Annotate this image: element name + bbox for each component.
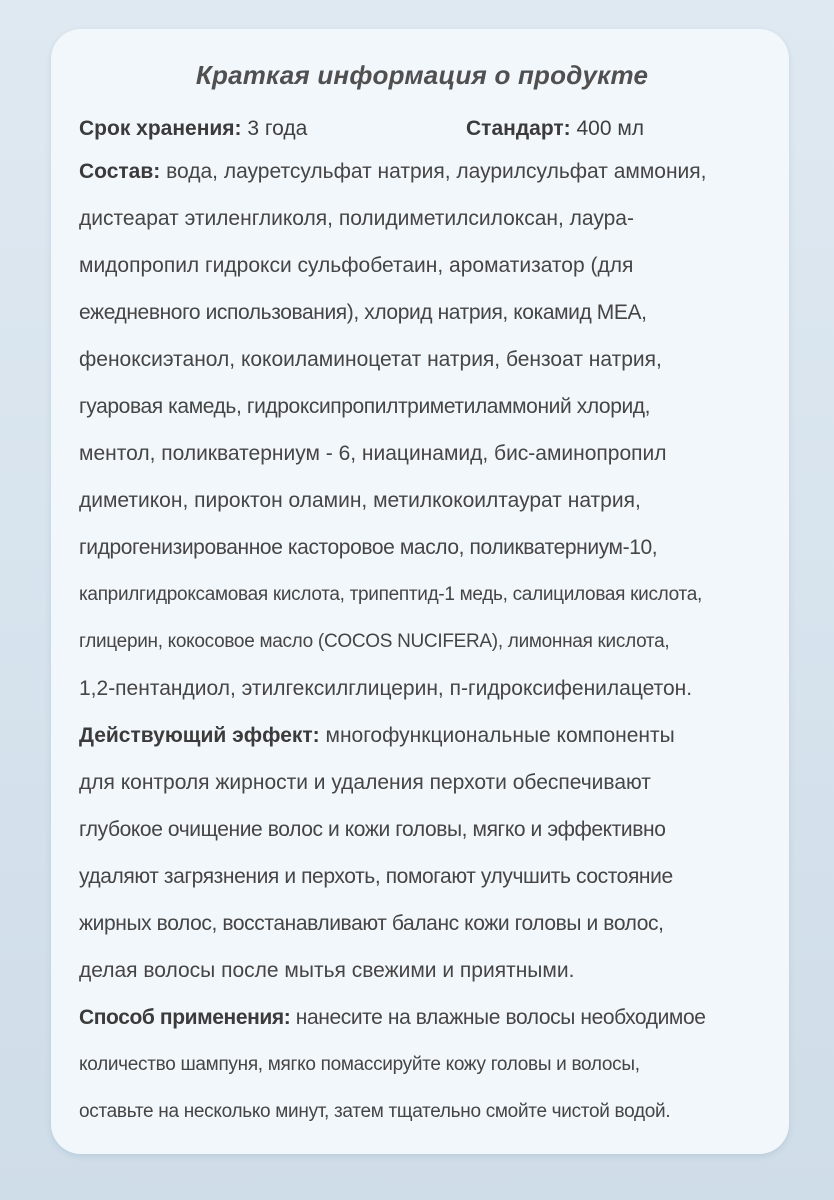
usage-line: оставьте на несколько минут, затем тщательно смойте чистой водой. bbox=[79, 1101, 671, 1122]
usage-label: Способ применения: bbox=[79, 1006, 291, 1029]
effect-line: жирных волос, восстанавливают баланс кожи головы и волос, bbox=[79, 912, 664, 935]
composition-line: мидопропил гидрокси сульфобетаин, ароматизатор (для bbox=[79, 254, 634, 277]
shelf-life-label: Срок хранения: bbox=[79, 117, 242, 140]
composition-line: ментол, поликватерниум - 6, ниацинамид, бис-аминопропил bbox=[79, 442, 667, 465]
composition-line: каприлгидроксамовая кислота, трипептид-1 медь, салициловая кислота, bbox=[79, 584, 702, 605]
composition-line: диметикон, пироктон оламин, метилкокоилтаурат натрия, bbox=[79, 489, 641, 512]
product-info-card bbox=[51, 29, 789, 1154]
composition-line: гидрогенизированное касторовое масло, поликватерниум-10, bbox=[79, 536, 658, 559]
shelf-life-value: 3 года bbox=[241, 117, 308, 140]
composition-label: Состав: bbox=[79, 160, 161, 183]
effect-label: Действующий эффект: bbox=[79, 724, 320, 747]
composition-line: глицерин, кокосовое масло (COCOS NUCIFERA), лимонная кислота, bbox=[79, 631, 670, 652]
effect-line: глубокое очищение волос и кожи головы, мягко и эффективно bbox=[79, 818, 666, 841]
composition-line: дистеарат этиленгликоля, полидиметилсилоксан, лаура- bbox=[79, 207, 634, 230]
effect-line: делая волосы после мытья свежими и приятными. bbox=[79, 959, 575, 982]
composition-line: гуаровая камедь, гидроксипропилтриметиламмоний хлорид, bbox=[79, 395, 651, 418]
composition-line: феноксиэтанол, кокоиламиноцетат натрия, бензоат натрия, bbox=[79, 348, 662, 371]
effect-line: удаляют загрязнения и перхоть, помогают улучшить состояние bbox=[79, 865, 673, 888]
standard-value: 400 мл bbox=[570, 117, 645, 140]
top-specs-row bbox=[79, 113, 765, 145]
standard-label: Стандарт: bbox=[466, 117, 571, 140]
shelf-life bbox=[79, 117, 307, 140]
composition-line: Состав: вода, лауретсульфат натрия, лаурилсульфат аммония, bbox=[79, 160, 707, 183]
effect-line: для контроля жирности и удаления перхоти обеспечивают bbox=[79, 771, 651, 794]
composition-section bbox=[79, 148, 765, 712]
effect-line: Действующий эффект: многофункциональные компоненты bbox=[79, 724, 675, 747]
usage-section bbox=[79, 994, 765, 1135]
card-title: Краткая информация о продукте bbox=[195, 60, 649, 90]
usage-line: Способ применения: нанесите на влажные волосы необходимое bbox=[79, 1006, 706, 1029]
effect-section bbox=[79, 712, 765, 994]
usage-line: количество шампуня, мягко помассируйте кожу головы и волосы, bbox=[79, 1054, 640, 1075]
standard bbox=[466, 113, 644, 145]
composition-line: 1,2-пентандиол, этилгексилглицерин, п-гидроксифенилацетон. bbox=[79, 677, 693, 700]
composition-line: ежедневного использования), хлорид натрия, кокамид MEA, bbox=[79, 301, 647, 324]
